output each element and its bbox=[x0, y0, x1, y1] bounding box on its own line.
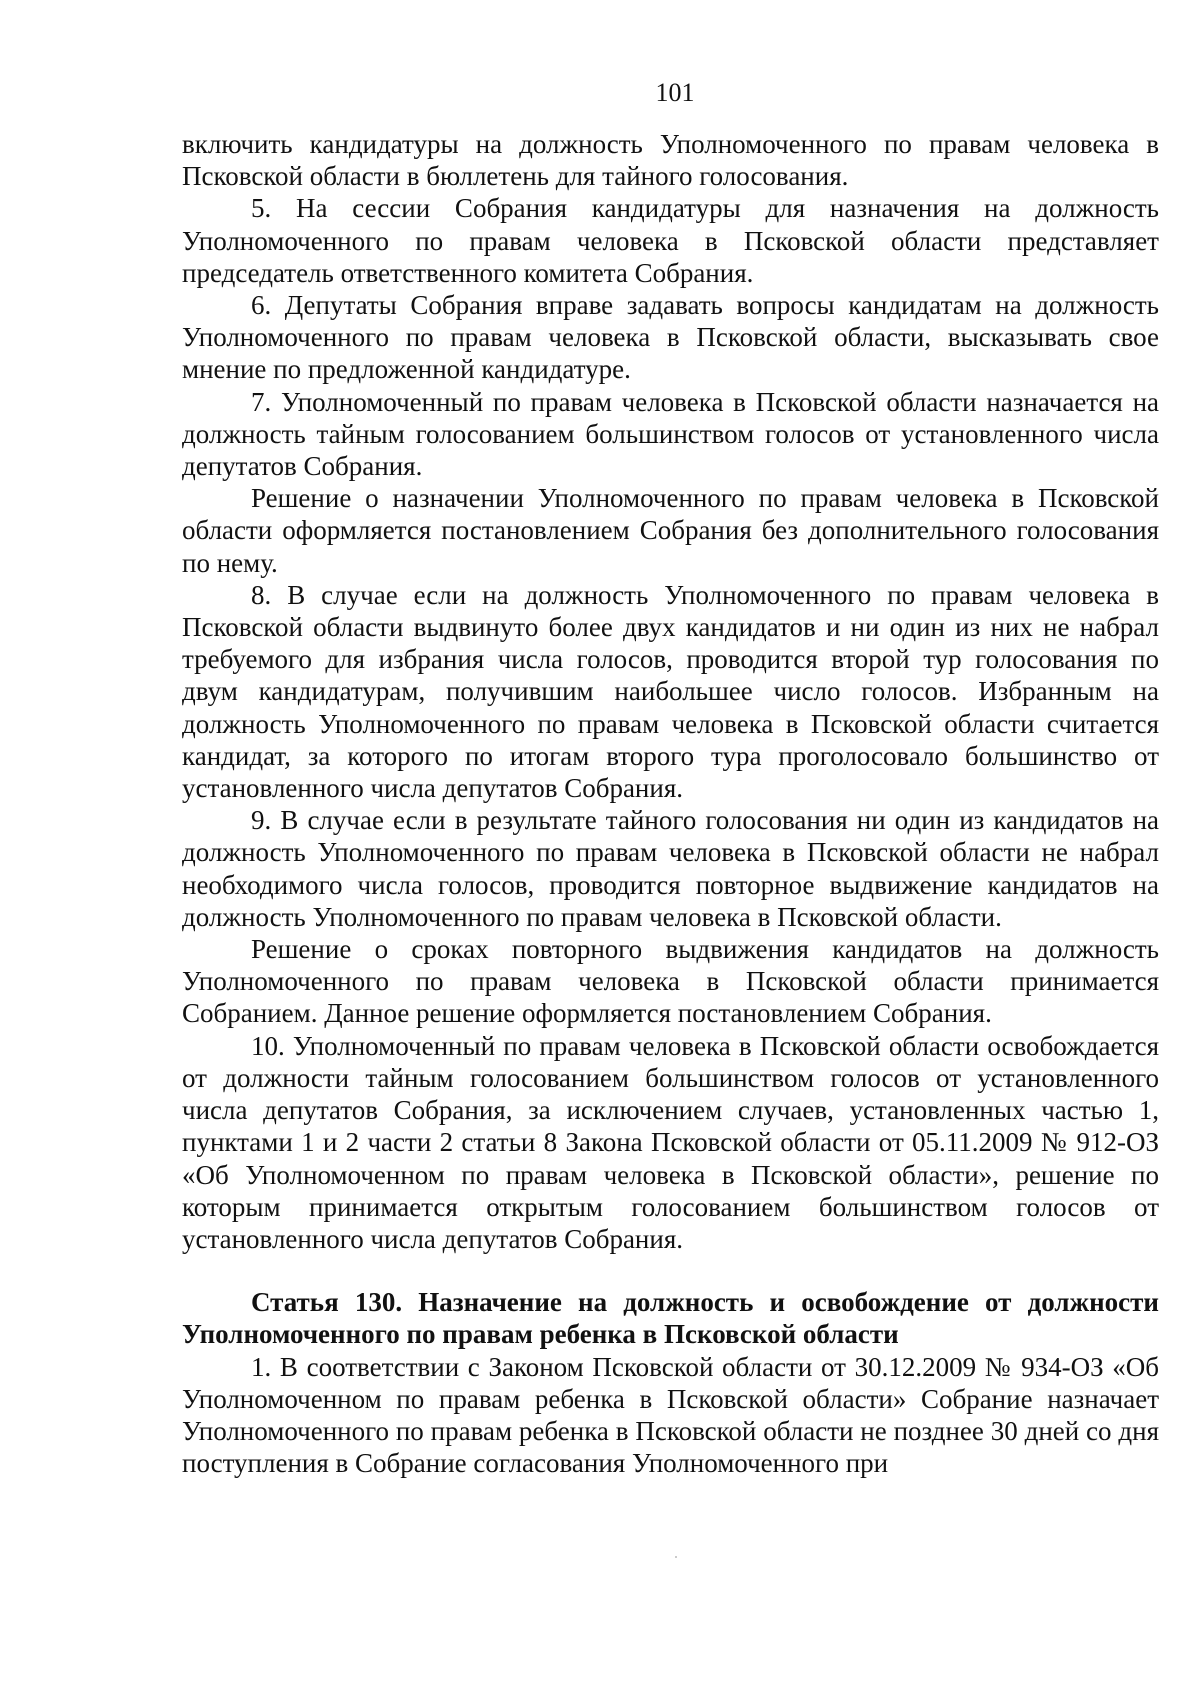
paragraph-article-item-1: 1. В соответствии с Законом Псковской области от 30.12.2009 № 934-ОЗ «Об Уполномоченном по правам ребенка в Псковской области» Собрание назначает Уполномоченного по правам ребенка в Псковской области не позднее 30 дней со дня поступления в Собрание согласования Уполномоченного при bbox=[182, 1351, 1159, 1479]
page-number: 101 bbox=[655, 78, 695, 107]
document-body bbox=[182, 128, 1159, 1479]
paragraph-item-5: 5. На сессии Собрания кандидатуры для назначения на должность Уполномоченного по правам человека в Псковской области представляет председатель ответственного комитета Собрания. bbox=[182, 193, 1159, 288]
article-heading: Статья 130. Назначение на должность и освобождение от должности Уполномоченного по правам ребенка в Псковской области bbox=[182, 1287, 1159, 1350]
paragraph-item-6: 6. Депутаты Собрания вправе задавать вопросы кандидатам на должность Уполномоченного по правам человека в Псковской области, высказывать свое мнение по предложенной кандидатуре. bbox=[182, 290, 1159, 385]
paragraph-item-7: 7. Уполномоченный по правам человека в Псковской области назначается на должность тайным голосованием большинством голосов от установленного числа депутатов Собрания. bbox=[182, 386, 1159, 482]
paragraph-item-9-decision: Решение о сроках повторного выдвижения кандидатов на должность Уполномоченного по правам человека в Псковской области принимается Собранием. Данное решение оформляется постановлением Собрания. bbox=[182, 934, 1159, 1029]
paragraph-continuation: включить кандидатуры на должность Уполномоченного по правам человека в Псковской области в бюллетень для тайного голосования. bbox=[182, 129, 1159, 192]
paragraph-item-8: 8. В случае если на должность Уполномоченного по правам человека в Псковской области выдвинуто более двух кандидатов и ни один из них не набрал требуемого для избрания числа голосов, проводится второй тур голосования по двум кандидатурам, получившим наибольшее число голосов. Избранным на должность Уполномоченного по правам человека в Псковской области считается кандидат, за которого по итогам второго тура проголосовало большинство от установленного числа депутатов Собрания. bbox=[182, 579, 1159, 804]
scan-speck bbox=[675, 1556, 677, 1558]
paragraph-item-7-decision: Решение о назначении Уполномоченного по правам человека в Псковской области оформляется постановлением Собрания без дополнительного голосования по нему. bbox=[182, 483, 1159, 578]
paragraph-item-10: 10. Уполномоченный по правам человека в Псковской области освобождается от должности тайным голосованием большинством голосов от установленного числа депутатов Собрания, за исключением случаев, установленных частью 1, пунктами 1 и 2 части 2 статьи 8 Закона Псковской области от 05.11.2009 № 912-ОЗ «Об Уполномоченном по правам человека в Псковской области», решение по которым принимается открытым голосованием большинством голосов от установленного числа депутатов Собрания. bbox=[182, 1030, 1159, 1254]
paragraph-item-9: 9. В случае если в результате тайного голосования ни один из кандидатов на должность Уполномоченного по правам человека в Псковской области не набрал необходимого числа голосов, проводится повторное выдвижение кандидатов на должность Уполномоченного по правам человека в Псковской области. bbox=[182, 805, 1159, 932]
